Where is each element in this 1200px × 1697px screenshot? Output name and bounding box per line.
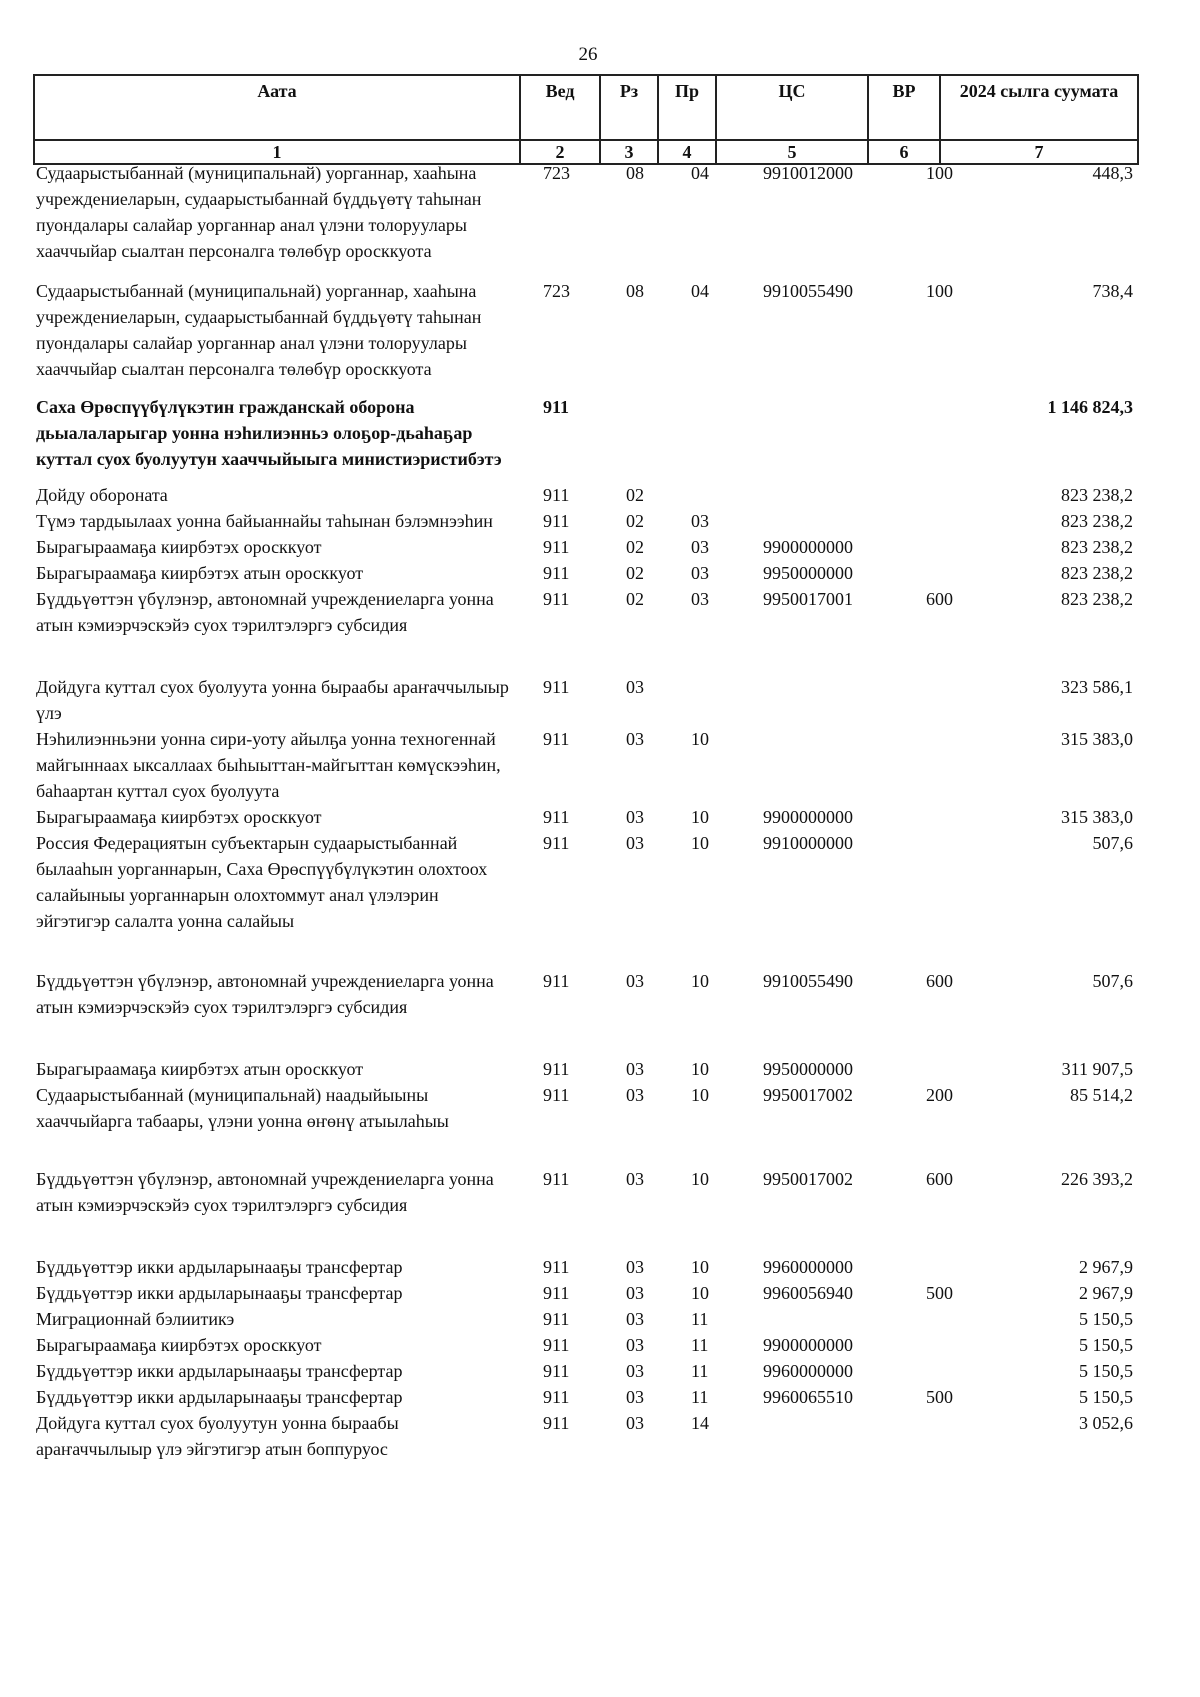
row-name: Бүддьүөттэр икки ардыларынааҕы трансфертар [36, 1283, 403, 1303]
row-ved: 911 [543, 1085, 570, 1105]
row-ved: 911 [543, 1059, 570, 1079]
row-cs: 9950000000 [763, 563, 853, 583]
row-name: Бүддьүөттэр икки ардыларынааҕы трансфертар [36, 1361, 403, 1381]
column-number: 5 [716, 140, 868, 164]
row-name: Бырагыраамаҕа киирбэтэх атын оросккуот [36, 563, 364, 583]
column-number: 1 [34, 140, 520, 164]
row-name: Бүддьүөттэн үбүлэнэр, автономнай учреждениеларга уонна атын кэмиэрчэскэйэ суох тэрилтэлэргэ субсидия [36, 589, 494, 635]
table-header [33, 74, 1139, 165]
row-pr: 10 [691, 1283, 709, 1303]
header-aata: Аата [34, 75, 520, 140]
row-amount: 448,3 [1092, 163, 1133, 183]
row-ved: 911 [543, 1335, 570, 1355]
row-cs: 9910055490 [763, 971, 853, 991]
row-ved: 911 [543, 1257, 570, 1277]
row-vr: 100 [926, 163, 953, 183]
row-pr: 03 [691, 537, 709, 557]
row-cs: 9960065510 [763, 1387, 853, 1407]
row-amount: 315 383,0 [1061, 807, 1133, 827]
row-ved: 911 [543, 1169, 570, 1189]
row-amount: 2 967,9 [1079, 1257, 1133, 1277]
column-number: 7 [940, 140, 1138, 164]
row-rz: 03 [626, 807, 644, 827]
row-rz: 03 [626, 1309, 644, 1329]
row-rz: 08 [626, 281, 644, 301]
row-ved: 911 [543, 1413, 570, 1433]
row-ved: 911 [543, 833, 570, 853]
row-cs: 9950000000 [763, 1059, 853, 1079]
row-name: Миграционнай бэлиитикэ [36, 1309, 235, 1329]
header-amount: 2024 сылга суумата [940, 75, 1138, 140]
header-vr: ВР [868, 75, 940, 140]
row-cs: 9960000000 [763, 1257, 853, 1277]
row-rz: 02 [626, 589, 644, 609]
row-cs: 9960056940 [763, 1283, 853, 1303]
table-row [33, 804, 1137, 830]
row-amount: 507,6 [1092, 971, 1133, 991]
row-ved: 723 [543, 281, 570, 301]
row-rz: 03 [626, 1085, 644, 1105]
row-ved: 911 [543, 677, 570, 697]
table-row [33, 674, 1137, 726]
header-pr: Пр [658, 75, 716, 140]
row-rz: 03 [626, 1413, 644, 1433]
row-pr: 04 [691, 281, 709, 301]
table-row [33, 1410, 1137, 1462]
row-rz: 03 [626, 1361, 644, 1381]
table-row [33, 968, 1137, 1020]
row-vr: 200 [926, 1085, 953, 1105]
table-row [33, 1056, 1137, 1082]
row-cs: 9960000000 [763, 1361, 853, 1381]
row-vr: 500 [926, 1283, 953, 1303]
table-row [33, 534, 1137, 560]
row-amount: 823 238,2 [1061, 485, 1133, 505]
row-name: Дойдуга куттал суох буолуута уонна быраабы араҥаччылыыр үлэ [36, 677, 509, 723]
row-cs: 9950017002 [763, 1169, 853, 1189]
row-pr: 10 [691, 807, 709, 827]
table-row [33, 278, 1137, 382]
page-number: 26 [578, 44, 598, 65]
row-amount: 311 907,5 [1061, 1059, 1133, 1079]
row-pr: 04 [691, 163, 709, 183]
row-amount: 226 393,2 [1061, 1169, 1133, 1189]
row-ved: 911 [543, 537, 570, 557]
row-amount: 507,6 [1092, 833, 1133, 853]
row-amount: 5 150,5 [1079, 1361, 1133, 1381]
row-vr: 600 [926, 589, 953, 609]
row-rz: 03 [626, 677, 644, 697]
row-rz: 02 [626, 511, 644, 531]
row-rz: 02 [626, 537, 644, 557]
table-row [33, 1332, 1137, 1358]
table-row [33, 1082, 1137, 1134]
row-rz: 03 [626, 971, 644, 991]
row-pr: 10 [691, 729, 709, 749]
row-ved: 911 [543, 1283, 570, 1303]
row-amount: 823 238,2 [1061, 537, 1133, 557]
row-cs: 9900000000 [763, 1335, 853, 1355]
table-row [33, 508, 1137, 534]
row-amount: 5 150,5 [1079, 1335, 1133, 1355]
row-name: Бырагыраамаҕа киирбэтэх оросккуот [36, 537, 322, 557]
row-ved: 911 [543, 1387, 570, 1407]
row-cs: 9900000000 [763, 807, 853, 827]
row-ved: 911 [543, 589, 570, 609]
row-rz: 08 [626, 163, 644, 183]
row-amount: 3 052,6 [1079, 1413, 1133, 1433]
row-rz: 03 [626, 1169, 644, 1189]
row-ved: 911 [543, 485, 570, 505]
row-pr: 03 [691, 511, 709, 531]
row-rz: 03 [626, 1257, 644, 1277]
column-number: 4 [658, 140, 716, 164]
row-name: Бүддьүөттэн үбүлэнэр, автономнай учреждениеларга уонна атын кэмиэрчэскэйэ суох тэрилтэлэргэ субсидия [36, 1169, 494, 1215]
row-cs: 9910000000 [763, 833, 853, 853]
row-pr: 10 [691, 1059, 709, 1079]
row-ved: 911 [543, 807, 570, 827]
row-name: Россия Федерациятын субъектарын судаарыстыбаннай былааһын уорганнарын, Саха Өрөспүүбүлүкэтин олохтоох салайыныы уорганнарын олохтоммут анал үлэлэрин эйгэтигэр салалта уонна салайыы [36, 833, 488, 931]
row-cs: 9950017002 [763, 1085, 853, 1105]
row-name: Нэһилиэнньэни уонна сири-уоту айылҕа уонна техногеннай майгыннаах ыксаллаах быһыыттан-майгыттан көмүскээһин, баһаартан куттал суох буолуута [36, 729, 501, 801]
row-pr: 11 [691, 1335, 709, 1355]
row-pr: 10 [691, 1085, 709, 1105]
table-row [33, 560, 1137, 586]
row-name: Саха Өрөспүүбүлүкэтин гражданскай оборона дьыалаларыгар уонна нэһилиэнньэ олоҕор-дьаһаҕар куттал суох буолуутун хааччыйыыга министиэристибэтэ [36, 397, 502, 469]
table-row [33, 482, 1137, 508]
table-row [33, 1384, 1137, 1410]
row-rz: 03 [626, 729, 644, 749]
row-ved: 911 [543, 563, 570, 583]
row-pr: 11 [691, 1361, 709, 1381]
row-pr: 03 [691, 563, 709, 583]
row-name: Судаарыстыбаннай (муниципальнай) уорганнар, хааһына учреждениеларын, судаарыстыбаннай бүддьүөтү таһынан пуондалары салайар уорганнар анал үлэни толоруулары хааччыйар сыалтан персоналга төлөбүр оросккуота [36, 163, 482, 261]
row-vr: 600 [926, 1169, 953, 1189]
table-body [33, 160, 1137, 1462]
row-cs: 9910055490 [763, 281, 853, 301]
column-number: 2 [520, 140, 600, 164]
row-vr: 600 [926, 971, 953, 991]
table-row [33, 160, 1137, 264]
row-name: Түмэ тардыылаах уонна байыаннайы таһынан бэлэмнээһин [36, 511, 493, 531]
header-ved: Вед [520, 75, 600, 140]
table-row [33, 1306, 1137, 1332]
row-amount: 738,4 [1092, 281, 1133, 301]
table-row [33, 1166, 1137, 1218]
column-number: 3 [600, 140, 658, 164]
row-pr: 11 [691, 1309, 709, 1329]
row-cs: 9950017001 [763, 589, 853, 609]
table-row [33, 394, 1137, 472]
row-amount: 823 238,2 [1061, 511, 1133, 531]
row-pr: 10 [691, 971, 709, 991]
table-row [33, 830, 1137, 934]
row-amount: 323 586,1 [1061, 677, 1133, 697]
row-rz: 03 [626, 1335, 644, 1355]
row-rz: 02 [626, 485, 644, 505]
row-name: Бүддьүөттэр икки ардыларынааҕы трансфертар [36, 1387, 403, 1407]
row-ved: 911 [543, 971, 570, 991]
column-number: 6 [868, 140, 940, 164]
row-amount: 2 967,9 [1079, 1283, 1133, 1303]
row-ved: 911 [543, 397, 570, 417]
table-row [33, 1358, 1137, 1384]
header-cs: ЦС [716, 75, 868, 140]
row-pr: 10 [691, 1169, 709, 1189]
row-name: Бүддьүөттэн үбүлэнэр, автономнай учреждениеларга уонна атын кэмиэрчэскэйэ суох тэрилтэлэргэ субсидия [36, 971, 494, 1017]
row-amount: 85 514,2 [1070, 1085, 1133, 1105]
row-pr: 03 [691, 589, 709, 609]
row-name: Судаарыстыбаннай (муниципальнай) уорганнар, хааһына учреждениеларын, судаарыстыбаннай бүддьүөтү таһынан пуондалары салайар уорганнар анал үлэни толоруулары хааччыйар сыалтан персоналга төлөбүр оросккуота [36, 281, 482, 379]
row-rz: 03 [626, 833, 644, 853]
row-rz: 03 [626, 1059, 644, 1079]
row-ved: 911 [543, 729, 570, 749]
table-row [33, 1254, 1137, 1280]
row-pr: 10 [691, 833, 709, 853]
row-amount: 5 150,5 [1079, 1387, 1133, 1407]
row-amount: 823 238,2 [1061, 563, 1133, 583]
row-rz: 03 [626, 1387, 644, 1407]
row-amount: 823 238,2 [1061, 589, 1133, 609]
row-cs: 9900000000 [763, 537, 853, 557]
row-amount: 5 150,5 [1079, 1309, 1133, 1329]
row-name: Бырагыраамаҕа киирбэтэх оросккуот [36, 1335, 322, 1355]
row-ved: 911 [543, 511, 570, 531]
row-rz: 02 [626, 563, 644, 583]
row-name: Бырагыраамаҕа киирбэтэх оросккуот [36, 807, 322, 827]
row-pr: 11 [691, 1387, 709, 1407]
row-amount: 315 383,0 [1061, 729, 1133, 749]
row-cs: 9910012000 [763, 163, 853, 183]
row-name: Дойдуга куттал суох буолуутун уонна быраабы араҥаччылыыр үлэ эйгэтигэр атын боппуруос [36, 1413, 399, 1459]
table-row [33, 586, 1137, 638]
row-vr: 100 [926, 281, 953, 301]
row-name: Дойду оборонатa [36, 485, 168, 505]
header-rz: Рз [600, 75, 658, 140]
row-amount: 1 146 824,3 [1047, 397, 1133, 417]
table-row [33, 726, 1137, 804]
table-row [33, 1280, 1137, 1306]
row-name: Бырагыраамаҕа киирбэтэх атын оросккуот [36, 1059, 364, 1079]
row-ved: 911 [543, 1309, 570, 1329]
row-vr: 500 [926, 1387, 953, 1407]
row-ved: 723 [543, 163, 570, 183]
row-name: Бүддьүөттэр икки ардыларынааҕы трансфертар [36, 1257, 403, 1277]
row-name: Судаарыстыбаннай (муниципальнай) наадыйыыны хааччыйарга табаары, үлэни уонна өҥөнү атыылаһыы [36, 1085, 449, 1131]
row-rz: 03 [626, 1283, 644, 1303]
row-pr: 10 [691, 1257, 709, 1277]
row-ved: 911 [543, 1361, 570, 1381]
row-pr: 14 [691, 1413, 709, 1433]
